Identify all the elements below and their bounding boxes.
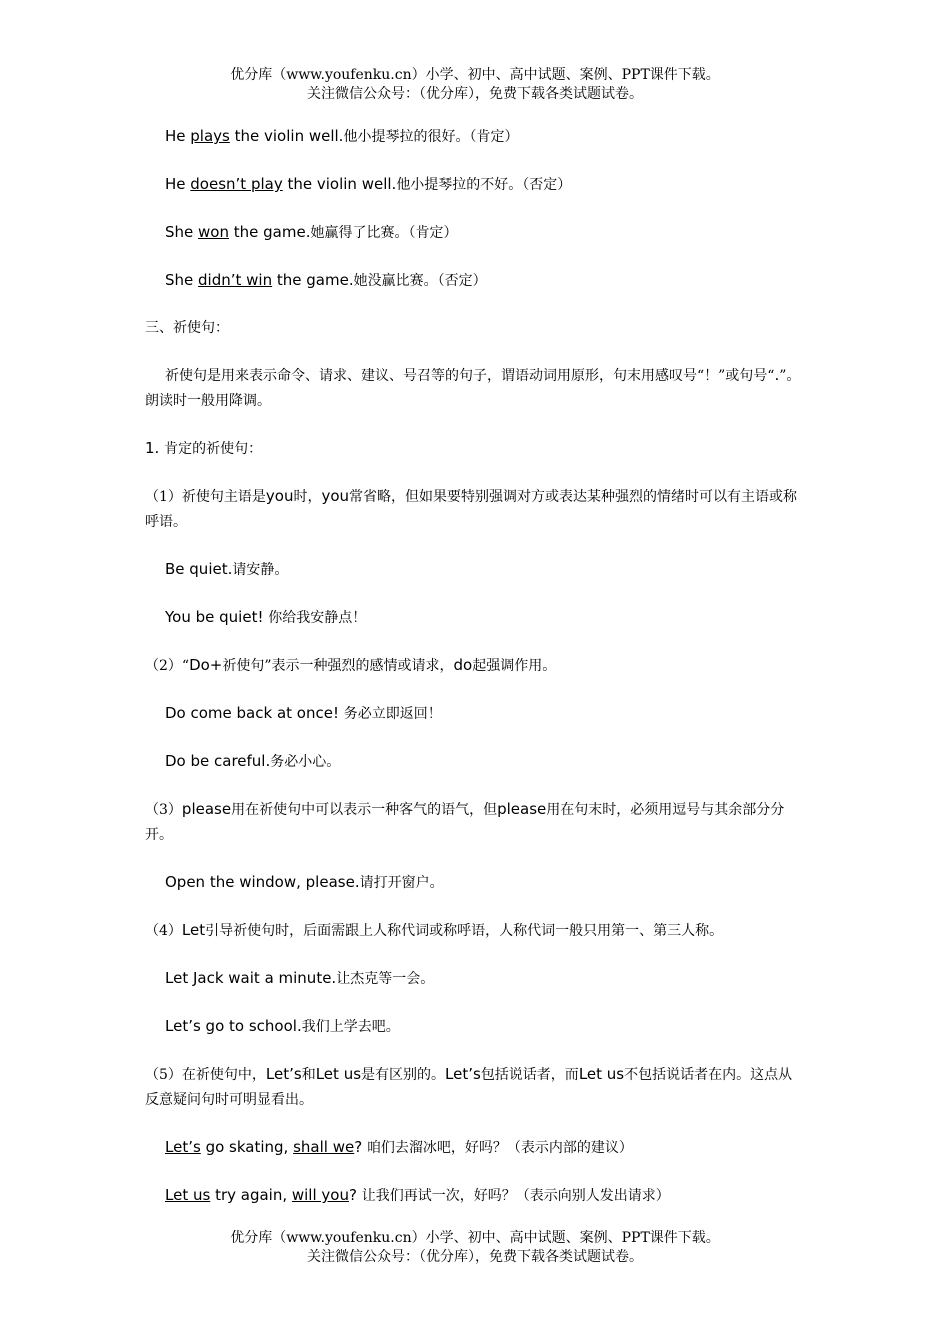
text: 祈使句”表示一种强烈的感情或请求， [222,658,454,674]
text: please [181,800,232,818]
text: please [497,800,547,818]
header-line-1: 优分库（www.youfenku.cn）小学、初中、高中试题、案例、PPT课件下载。 [230,67,720,83]
text: Open the window, please. [165,873,360,891]
translation: 让杰克等一会。 [336,971,435,987]
text: the game. [272,271,354,289]
rule-2 [145,653,805,678]
underlined-verb: didn’t win [198,271,273,289]
translation: 咱们去溜冰吧，好吗？（表示内部的建议） [366,1140,633,1156]
section-heading-imperative: 三、祈使句： [145,320,229,336]
rule-5 [145,1062,805,1112]
text: Let us [578,1065,625,1083]
text: He [165,127,191,145]
text: （2）“ [145,658,190,674]
text: 常省略，但如果要特别强调对方或表达某种强烈的情绪时可以有主语或称呼语。 [145,489,798,530]
underlined-phrase: Let us [165,1186,211,1204]
text: 用在祈使句中可以表示一种客气的语气，但 [231,802,498,818]
underlined-phrase: Let’s [165,1138,201,1156]
translation: 你给我安静点！ [268,610,367,626]
underlined-verb: doesn’t play [190,175,283,193]
text: （3） [145,802,182,818]
example-doesnt-play [145,172,805,197]
text: ? [348,1186,362,1204]
text: He [165,175,191,193]
rule-3 [145,797,805,847]
text: 祈使句是用来表示命令、请求、建议、号召等的句子，谓语动词用原形，句末用感叹号“！”或句号“ [165,368,775,384]
text: 是有区别的。 [361,1067,446,1083]
text: Let us [315,1065,362,1083]
text: Let Jack wait a minute. [165,969,337,987]
text: ”。朗读时一般用降调。 [145,368,801,409]
translation: 务必立即返回！ [343,706,442,722]
text: Do come back at once! [165,704,344,722]
translation: 她赢得了比赛。（肯定） [310,225,458,241]
footer-line-1: 优分库（www.youfenku.cn）小学、初中、高中试题、案例、PPT课件下载。 [230,1230,720,1246]
text: （1）祈使句主语是 [145,489,266,505]
text: . [774,366,780,384]
translation: 他小提琴拉的不好。（否定） [396,177,572,193]
example-lets-go-skating [145,1135,805,1160]
text: try again, [210,1186,292,1204]
rule-4 [145,918,805,943]
text: go skating, [200,1138,294,1156]
example-didnt-win [145,268,805,293]
translation: 务必小心。 [270,754,341,770]
text: you [265,487,294,505]
header-line-2: 关注微信公众号：（优分库），免费下载各类试题试卷。 [307,86,643,102]
text: You be quiet! [165,608,269,626]
text: do [453,656,473,674]
translation: 请安静。 [232,562,289,578]
example-lets-go-to-school [145,1014,805,1039]
text: the violin well. [229,127,344,145]
text: Do+ [189,656,223,674]
text: Let [181,921,206,939]
text: 不包括说话者在内。这点从反意疑问句时可明显看出。 [145,1067,793,1108]
footer-line-2: 关注微信公众号：（优分库），免费下载各类试题试卷。 [307,1249,643,1265]
translation: 他小提琴拉的很好。（肯定） [343,129,519,145]
text: 起强调作用。 [472,658,557,674]
text: the game. [228,223,311,241]
translation: 我们上学去吧。 [301,1019,400,1035]
underlined-phrase: shall we [293,1138,355,1156]
text: （5）在祈使句中， [145,1067,266,1083]
text: Let’s [445,1065,481,1083]
item-1-heading [145,436,805,461]
text: 时， [293,489,322,505]
page-footer [0,1229,950,1267]
text: 用在句末时，必须用逗号与其余部分分开。 [145,802,785,843]
example-be-quiet [145,557,805,582]
example-plays [145,124,805,149]
example-you-be-quiet [145,605,805,630]
translation: 请打开窗户。 [359,875,444,891]
text: Do be careful. [165,752,271,770]
example-do-be-careful [145,749,805,774]
text: 和 [301,1067,316,1083]
text: 引导祈使句时，后面需跟上人称代词或称呼语，人称代词一般只用第一、第三人称。 [205,923,724,939]
text: you [321,487,350,505]
text: Let’s go to school. [165,1017,302,1035]
item-number: 1. [145,439,165,457]
text: She [165,223,199,241]
imperative-intro [145,363,805,413]
example-let-jack-wait [145,966,805,991]
text: the violin well. [282,175,397,193]
text: She [165,271,199,289]
example-do-come-back [145,701,805,726]
text: ? [354,1138,367,1156]
text: （4） [145,923,182,939]
example-won [145,220,805,245]
text: 肯定的祈使句： [164,441,263,457]
translation: 她没赢比赛。（否定） [353,273,487,289]
example-let-us-try-again [145,1183,805,1208]
text: Be quiet. [165,560,233,578]
underlined-phrase: will you [291,1186,349,1204]
underlined-verb: plays [190,127,230,145]
document-body [145,124,805,1231]
rule-1 [145,484,805,534]
underlined-verb: won [198,223,229,241]
example-open-window [145,870,805,895]
translation: 让我们再试一次，好吗？（表示向别人发出请求） [361,1188,670,1204]
text: 包括说话者，而 [480,1067,579,1083]
text: Let’s [265,1065,302,1083]
page-header [0,66,950,104]
